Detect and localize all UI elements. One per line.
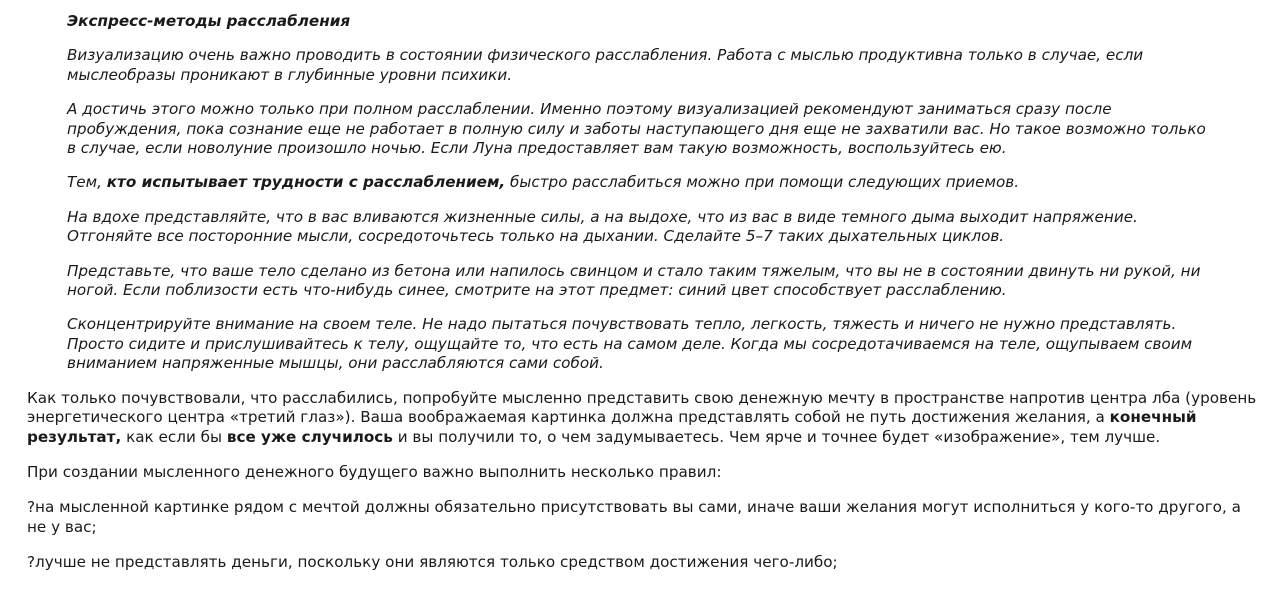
quote-paragraph-4: На вдохе представляйте, что в вас вливаются жизненные силы, а на выдохе, что из вас в виде темного дыма выходит напряжение. Отгоняйте все посторонние мысли, сосредоточьтесь только на дыхании. Сделайте 5–7 таких дыхательных циклов. (67, 207, 1138, 246)
body-paragraph-3: ?на мысленной картинке рядом с мечтой должны обязательно присутствовать вы сами, иначе ваши желания могут исполниться у кого-то другого, а не у вас; (27, 498, 1241, 536)
body-paragraph-4: ?лучше не представлять деньги, поскольку они являются только средством достижения чего-либо; (27, 553, 838, 572)
body-p1-emphasis-2: все уже случилось (226, 427, 393, 446)
quote-paragraph-1: Визуализацию очень важно проводить в состоянии физического расслабления. Работа с мыслью продуктивна только в случае, если мыслеобразы проникают в глубинные уровни психики. (67, 46, 1144, 84)
body-p1-emphasis-1: конечный результат, (27, 408, 1197, 446)
body-p1-part-b: как если бы (121, 427, 227, 446)
quote-paragraph-6: Сконцентрируйте внимание на своем теле. Не надо пытаться почувствовать тепло, легкость, тяжесть и ничего не нужно представлять. Просто сидите и прислушивайтесь к телу, ощущайте то, что есть на самом деле. Когда мы сосредотачиваемся на теле, ощупываем своим вниманием напряженные мышцы, они расслабляются сами собой. (67, 315, 1193, 373)
quote-paragraph-3 (67, 173, 1207, 192)
body-paragraph-2: При создании мысленного денежного будущего важно выполнить несколько правил: (27, 462, 722, 481)
section-title: Экспресс-методы расслабления (67, 12, 351, 30)
quote-paragraph-2: А достичь этого можно только при полном расслаблении. Именно поэтому визуализацией рекомендуют заниматься сразу после пробуждения, пока сознание еще не работает в полную силу и заботы наступающего дня еще не захватили вас. Но такое возможно только в случае, если новолуние произошло ночью. Если Луна предоставляет вам такую возможность, воспользуйтесь ею. (67, 100, 1206, 158)
body-p1-part-c: и вы получили то, о чем задумываетесь. Чем ярче и точнее будет «изображение», тем лучше. (392, 427, 1161, 446)
quote-p3-tail: быстро расслабиться можно при помощи следующих приемов. (505, 173, 1020, 192)
quote-p3-lead: Тем, (67, 173, 107, 192)
body-paragraph-1 (27, 389, 1257, 447)
quote-p3-emphasis: кто испытывает трудности с расслаблением, (106, 173, 506, 192)
article (27, 12, 1257, 589)
quote-paragraph-5: Представьте, что ваше тело сделано из бетона или напилось свинцом и стало таким тяжелым, что вы не в состоянии двинуть ни рукой, ни ногой. Если поблизости есть что-нибудь синее, смотрите на этот предмет: синий цвет способствует расслаблению. (67, 261, 1201, 300)
body-p1-part-a: Как только почувствовали, что расслабились, попробуйте мысленно представить свою денежную мечту в пространстве напротив центра лба (уровень энергетического центра «третий глаз»). Ваша воображаемая картинка должна представлять собой не путь достижения желания, а (27, 388, 1257, 427)
blockquote (67, 12, 1207, 374)
article-body (27, 389, 1257, 573)
